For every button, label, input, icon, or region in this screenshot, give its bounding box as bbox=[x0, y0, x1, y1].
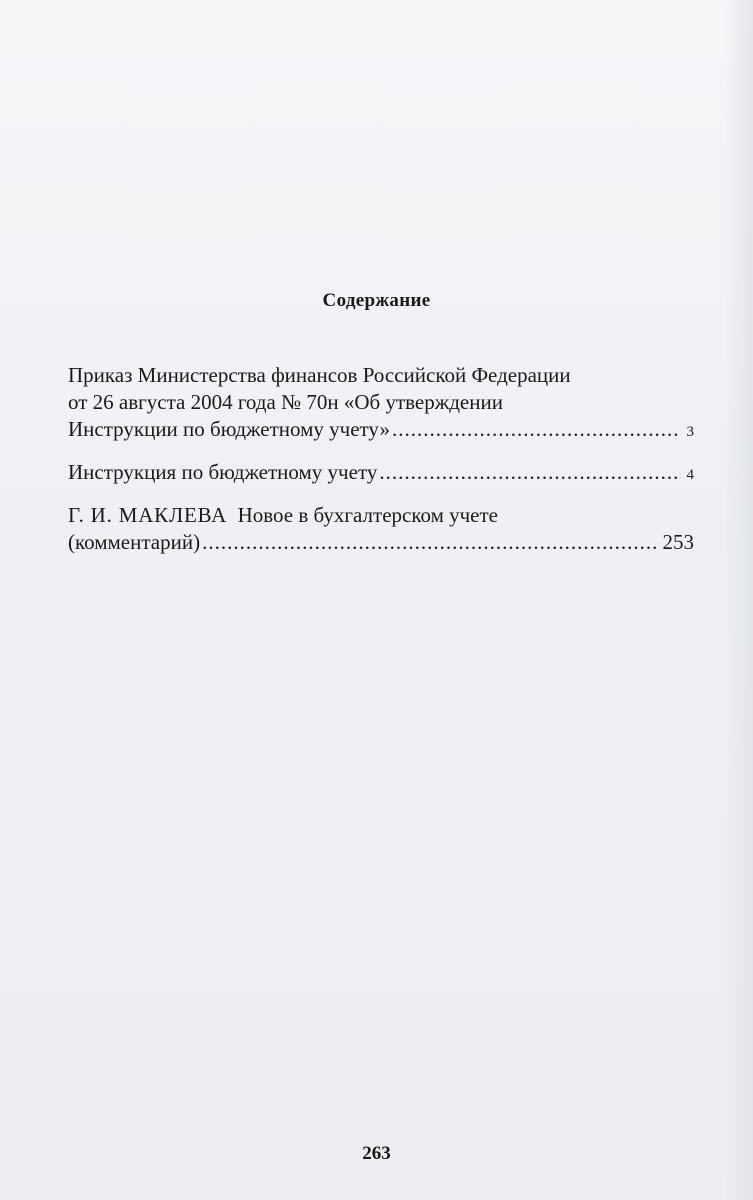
toc-entry-leader-row bbox=[68, 416, 694, 446]
toc-entry-commentary bbox=[68, 502, 694, 556]
dot-leader bbox=[202, 529, 656, 556]
toc-entry-line: от 26 августа 2004 года № 70н «Об утверждении bbox=[68, 390, 503, 414]
toc-entry-title-end: Инструкции по бюджетному учету» bbox=[68, 417, 390, 441]
toc-page-number: 3 bbox=[686, 424, 694, 440]
table-of-contents bbox=[68, 362, 694, 569]
dot-leader bbox=[392, 416, 681, 443]
page-number: 263 bbox=[362, 1143, 391, 1164]
toc-entry-author: Г. И. МАКЛЕВА bbox=[68, 503, 228, 527]
toc-page-number: 4 bbox=[686, 467, 694, 483]
toc-entry-instruction bbox=[68, 459, 694, 489]
dot-leader bbox=[379, 459, 680, 486]
toc-entry-title: Новое в бухгалтерском учете bbox=[237, 503, 498, 527]
toc-entry-line: Приказ Министерства финансов Российской Федерации bbox=[68, 363, 571, 387]
toc-page-number: 253 bbox=[662, 530, 694, 554]
toc-entry-title: Инструкция по бюджетному учету bbox=[68, 460, 378, 484]
page-edge-shadow bbox=[723, 0, 753, 1200]
toc-entry-line bbox=[68, 502, 694, 529]
toc-entry-leader-row bbox=[68, 529, 694, 556]
toc-entry-order bbox=[68, 362, 694, 446]
toc-entry-title-end: (комментарий) bbox=[68, 530, 201, 554]
toc-heading: Содержание bbox=[322, 290, 431, 311]
toc-entry-leader-row bbox=[68, 459, 694, 489]
